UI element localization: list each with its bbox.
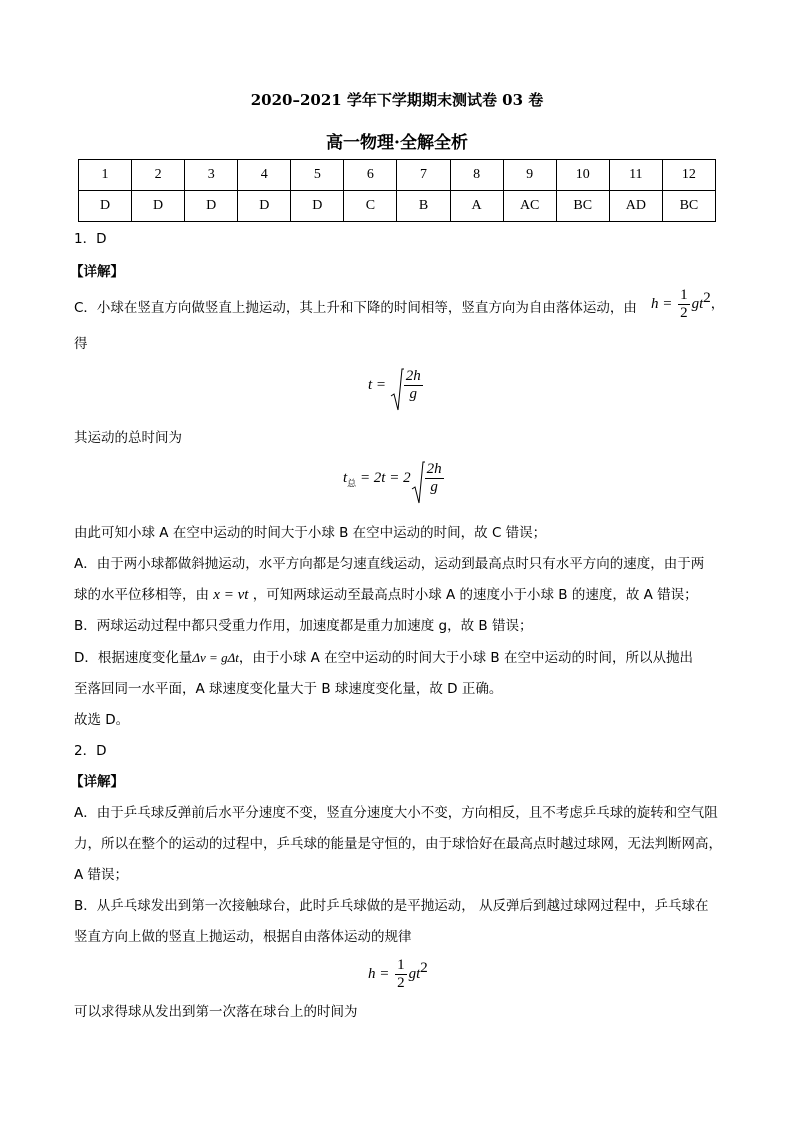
answer-number-cell: 6 [344, 160, 397, 191]
q1-option-a-line2: 球的水平位移相等，由 x = vt ，可知两球运动至最高点时小球 A 的速度小于小球 B 的速度，故 A 错误； [74, 587, 698, 603]
q2-ending: 可以求得球从发出到第一次落在球台上的时间为 [74, 1004, 358, 1020]
answer-number-row [79, 160, 716, 191]
q2-label: 2．D [74, 743, 107, 759]
answer-number-cell: 4 [238, 160, 291, 191]
q1-option-d-line1: D．根据速度变化量Δv = gΔt，由于小球 A 在空中运动的时间大于小球 B 在空中运动的时间，所以从抛出 [74, 650, 693, 666]
q2-option-b: B．从乒乓球发出到第一次接触球台，此时乒乓球做的是平抛运动， 从反弹后到越过球网过程中，乒乓球在竖直方向上做的竖直上抛运动，根据自由落体运动的规律 [74, 898, 709, 945]
answer-number-cell: 12 [662, 160, 715, 191]
q1-option-d-line2: 至落回同一水平面，A 球速度变化量大于 B 球速度变化量，故 D 正确。 [74, 681, 503, 697]
q1-label: 1．D [74, 231, 107, 247]
answer-table [78, 159, 716, 222]
page-subtitle: 高一物理·全解全析 [326, 133, 468, 153]
answer-number-cell: 8 [450, 160, 503, 191]
q2-h-formula: h = $\frac{1}{2}$ $gt^2$ [368, 957, 428, 991]
q2-detail-heading: 【详解】 [70, 774, 124, 790]
answer-letter-cell: D [79, 191, 132, 222]
answer-letter-cell: B [397, 191, 450, 222]
q2-option-a: A．由于乒乓球反弹前后水平分速度不变，竖直分速度大小不变，方向相反，且不考虑乒乓球的旋转和空气阻力，所以在整个的运动的过程中，乒乓球的能量是守恒的，由于球恰好在最高点时越过球网，无法判断网高，A 错误； [74, 805, 722, 883]
page-title: 2020–2021 学年下学期期末测试卷 03 卷 [250, 91, 544, 109]
q1-total-time: 其运动的总时间为 [74, 430, 182, 446]
answer-letter-cell: BC [662, 191, 715, 222]
answer-number-cell: 3 [185, 160, 238, 191]
q1-t-formula: t = $\frac{2h}{g}$ [368, 368, 425, 403]
answer-letter-cell: AC [503, 191, 556, 222]
answer-letter-cell: A [450, 191, 503, 222]
q1-option-b: B．两球运动过程中都只受重力作用，加速度都是重力加速度 g，故 B 错误； [74, 618, 533, 634]
answer-letter-cell: C [344, 191, 397, 222]
answer-number-cell: 11 [609, 160, 662, 191]
answer-number-cell: 2 [132, 160, 185, 191]
answer-number-cell: 5 [291, 160, 344, 191]
answer-number-cell: 10 [556, 160, 609, 191]
q1-t-total-formula: $t_总 = 2t = 2$ $\frac{2h}{g}$ [343, 461, 446, 496]
q1-c-text-a: C．小球在竖直方向做竖直上抛运动，其上升和下降的时间相等，竖直方向为自由落体运动，由 [74, 300, 637, 316]
answer-letter-cell: D [238, 191, 291, 222]
q1-choose: 故选 D。 [74, 712, 130, 728]
q1-detail-heading: 【详解】 [70, 264, 124, 280]
answer-letter-cell: BC [556, 191, 609, 222]
q1-option-a-line1: A．由于两小球都做斜抛运动，水平方向都是匀速直线运动，运动到最高点时只有水平方向的速度，由于两 [74, 556, 705, 572]
q1-conclude-c: 由此可知小球 A 在空中运动的时间大于小球 B 在空中运动的时间，故 C 错误； [74, 525, 547, 541]
answer-letter-cell: D [132, 191, 185, 222]
answer-letter-cell: D [291, 191, 344, 222]
answer-letter-cell: AD [609, 191, 662, 222]
answer-letter-cell: D [185, 191, 238, 222]
q1-h-formula: h = $\frac{1}{2}$ $gt^2$， [651, 287, 725, 321]
answer-letter-row [79, 191, 716, 222]
q1-option-c-text [74, 298, 637, 318]
answer-number-cell: 9 [503, 160, 556, 191]
answer-number-cell: 7 [397, 160, 450, 191]
q1-de: 得 [74, 336, 88, 352]
answer-number-cell: 1 [79, 160, 132, 191]
